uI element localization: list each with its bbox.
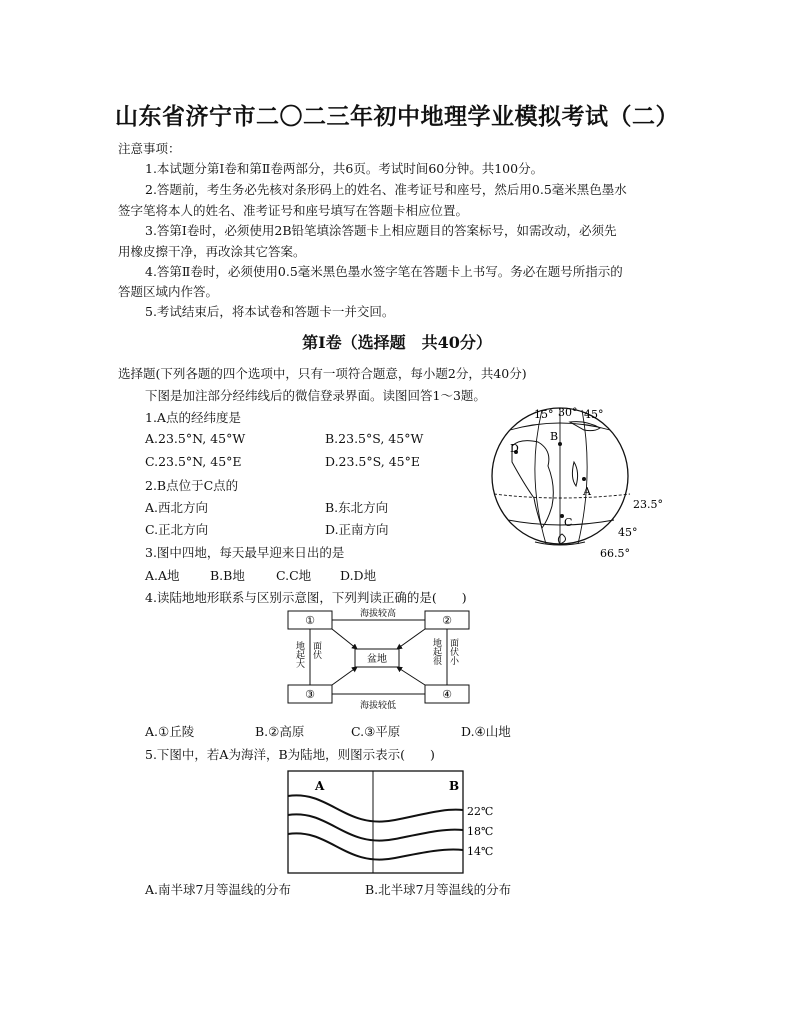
isotherm-diagram <box>285 768 505 878</box>
arrow-3 <box>332 667 357 685</box>
q2-option-a: A.西北方向 <box>145 500 209 515</box>
lon-label-30: 30° <box>558 406 578 419</box>
q5-option-a: A.南半球7月等温线的分布 <box>145 882 291 897</box>
notice-line: 4.答第Ⅱ卷时，必须使用0.5毫米黑色墨水签字笔在答题卡上书写。务必在题号所指示的 <box>145 264 623 279</box>
point-a-label: A <box>583 485 591 498</box>
right-label-a: 地起很 <box>431 638 441 665</box>
notice-line: 5.考试结束后，将本试卷和答题卡一并交回。 <box>145 304 395 319</box>
notice-line: 1.本试题分第Ⅰ卷和第Ⅱ卷两部分，共6页。考试时间60分钟。共100分。 <box>145 161 544 176</box>
temp-label-18: 18℃ <box>467 825 494 838</box>
q3-option-d: D.D地 <box>340 568 377 583</box>
terrain-label-1: ① <box>305 614 315 627</box>
q4-option-d: D.④山地 <box>461 724 511 739</box>
terrain-label-center: 盆地 <box>367 654 387 665</box>
q1-option-d: D.23.5°S, 45°E <box>325 454 420 469</box>
top-label: 海拔较高 <box>359 609 397 619</box>
lat-label-45: 45° <box>618 526 638 539</box>
map-intro: 下图是加注部分经纬线后的微信登录界面。读图回答1～3题。 <box>145 388 486 403</box>
region-a-label: A <box>315 779 325 793</box>
right-label-b: 面伏小 <box>448 638 458 665</box>
q1-option-a: A.23.5°N, 45°W <box>145 431 246 446</box>
terrain-diagram <box>285 605 491 713</box>
section-title: 第Ⅰ卷（选择题 共40分） <box>302 333 492 352</box>
q2-stem: 2.B点位于C点的 <box>145 478 239 493</box>
point-d-label: D <box>510 442 519 455</box>
lat-label-66-5: 66.5° <box>600 547 630 560</box>
q3-option-b: B.B地 <box>210 568 245 583</box>
q3-option-a: A.A地 <box>145 568 180 583</box>
globe-figure <box>490 402 670 564</box>
q4-option-a: A.①丘陵 <box>145 724 195 739</box>
arrow-1 <box>332 629 357 649</box>
lon-label-15: 15° <box>534 408 554 421</box>
madagascar-outline <box>572 462 577 486</box>
q2-option-c: C.正北方向 <box>145 522 209 537</box>
region-b-label: B <box>449 779 460 793</box>
page-title: 山东省济宁市二〇二三年初中地理学业模拟考试（二） <box>115 103 679 130</box>
terrain-label-3: ③ <box>305 688 315 701</box>
q2-option-d: D.正南方向 <box>325 522 389 537</box>
q4-option-b: B.②高原 <box>255 724 305 739</box>
notice-heading: 注意事项： <box>118 141 181 156</box>
point-b-marker <box>558 442 562 446</box>
point-b-label: B <box>550 430 559 443</box>
notice-line: 3.答第Ⅰ卷时，必须使用2B铅笔填涂答题卡上相应题目的答案标号，如需改动，必须先 <box>145 223 617 238</box>
q3-option-c: C.C地 <box>276 568 312 583</box>
temp-label-14: 14℃ <box>467 845 494 858</box>
left-label-b: 面伏 <box>311 641 321 659</box>
latitude-line-45 <box>508 520 614 525</box>
q3-stem: 3.图中四地，每天最早迎来日出的是 <box>145 545 345 560</box>
q5-option-b: B.北半球7月等温线的分布 <box>365 882 512 897</box>
point-c-label: C <box>564 516 573 529</box>
arrow-2 <box>397 629 425 649</box>
q1-option-c: C.23.5°N, 45°E <box>145 454 242 469</box>
notice-line: 用橡皮擦干净，再改涂其它答案。 <box>118 244 306 259</box>
q1-stem: 1.A点的经纬度是 <box>145 410 241 425</box>
antarctica-outline <box>558 534 565 544</box>
q2-option-b: B.东北方向 <box>325 500 389 515</box>
choice-intro: 选择题(下列各题的四个选项中，只有一项符合题意，每小题2分，共40分) <box>118 366 527 381</box>
latitude-line-23-5 <box>494 494 630 498</box>
terrain-label-2: ② <box>442 614 452 627</box>
isotherm-14 <box>288 833 463 859</box>
notice-line: 签字笔将本人的姓名、准考证号和座号填写在答题卡相应位置。 <box>118 203 469 218</box>
lat-label-23-5: 23.5° <box>633 498 663 511</box>
q5-stem: 5.下图中，若A为海洋，B为陆地，则图示表示( ) <box>145 747 435 762</box>
q1-option-b: B.23.5°S, 45°W <box>325 431 424 446</box>
q4-option-c: C.③平原 <box>351 724 401 739</box>
notice-line: 答题区域内作答。 <box>118 284 219 299</box>
notice-line: 2.答题前，考生务必先核对条形码上的姓名、准考证号和座号，然后用0.5毫米黑色墨水 <box>145 182 627 197</box>
temp-label-22: 22℃ <box>467 805 494 818</box>
bottom-label: 海拔较低 <box>359 701 397 711</box>
lon-label-45: 45° <box>584 408 604 421</box>
terrain-label-4: ④ <box>442 688 452 701</box>
left-label-a: 地起大 <box>294 641 304 668</box>
q4-stem: 4.读陆地地形联系与区别示意图，下列判读正确的是( ) <box>145 590 467 605</box>
arrow-4 <box>397 667 425 685</box>
point-a-marker <box>582 477 586 481</box>
